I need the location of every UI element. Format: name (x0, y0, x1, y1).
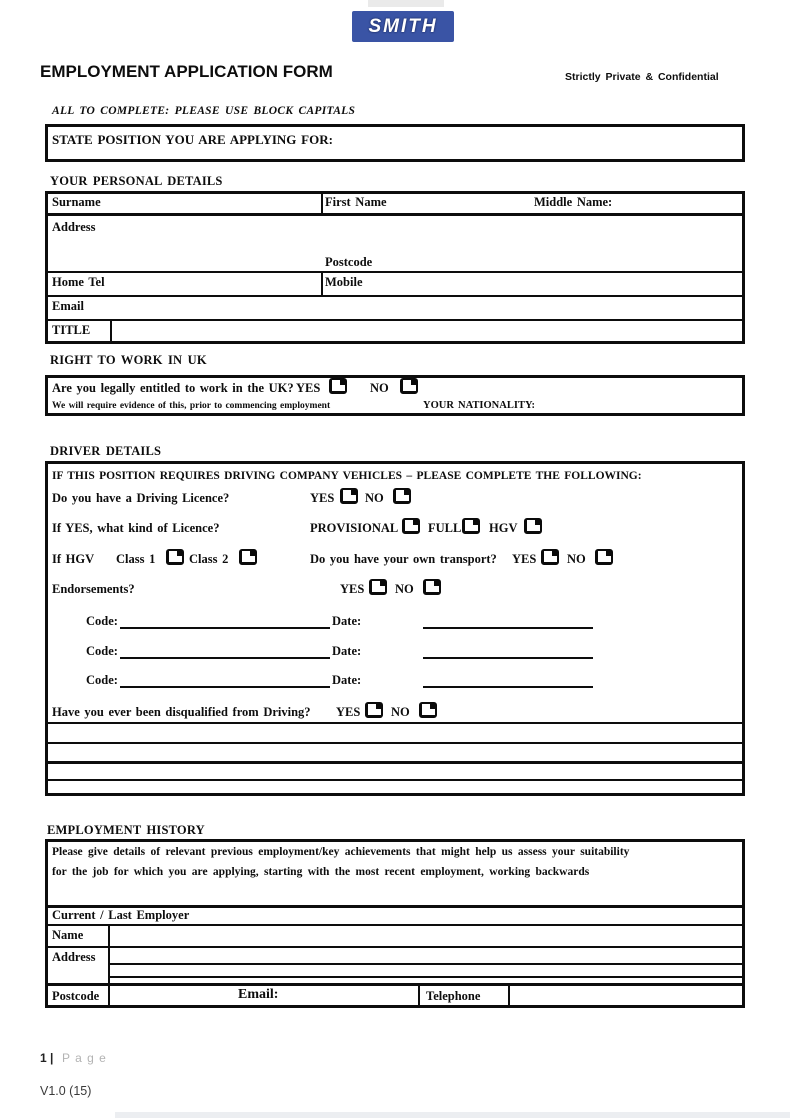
employment-history-box (45, 839, 745, 1008)
right-to-work-box (45, 375, 745, 416)
employer-telephone-label: Telephone (426, 989, 481, 1003)
licence-no-checkbox[interactable] (393, 488, 411, 504)
employment-history-heading: EMPLOYMENT HISTORY (47, 823, 205, 837)
middle-name-label: Middle Name: (534, 195, 613, 209)
code-input-2[interactable] (120, 657, 330, 659)
first-name-label: First Name (325, 195, 387, 209)
employer-address-input-1[interactable] (110, 948, 742, 963)
employer-postcode-label: Postcode (52, 989, 100, 1003)
employment-intro-line1: Please give details of relevant previous employment/key achievements that might help us assess your suitability (52, 846, 630, 858)
date-label-2: Date: (332, 644, 362, 658)
address-label: Address (52, 220, 96, 234)
driver-details-box (45, 461, 745, 796)
mobile-label: Mobile (325, 275, 363, 289)
position-label: STATE POSITION YOU ARE APPLYING FOR: (52, 132, 333, 147)
driver-details-heading: DRIVER DETAILS (50, 444, 162, 458)
class1-checkbox[interactable] (166, 549, 184, 565)
email-label: Email (52, 299, 84, 313)
work-uk-yes-label: YES (296, 381, 321, 395)
driver-intro: IF THIS POSITION REQUIRES DRIVING COMPANY VEHICLES – PLEASE COMPLETE THE FOLLOWING: (52, 470, 642, 482)
endorsements-question: Endorsements? (52, 582, 135, 596)
hgv-label: HGV (489, 521, 518, 535)
provisional-label: PROVISIONAL (310, 521, 399, 535)
employment-intro-line2: for the job for which you are applying, starting with the most recent employment, working backwards (52, 866, 590, 878)
transport-yes-checkbox[interactable] (541, 549, 559, 565)
driver-notes-row-1[interactable] (48, 724, 742, 742)
employer-telephone-input[interactable] (510, 986, 740, 1005)
disqualified-question: Have you ever been disqualified from Driving? (52, 705, 311, 719)
surname-input[interactable] (118, 194, 318, 213)
disqualified-yes-checkbox[interactable] (365, 702, 383, 718)
transport-no-checkbox[interactable] (595, 549, 613, 565)
middle-name-input[interactable] (628, 194, 738, 213)
date-input-2[interactable] (423, 657, 593, 659)
code-label-3: Code: (86, 673, 118, 687)
transport-yes-label: YES (512, 552, 537, 566)
nationality-label: YOUR NATIONALITY: (423, 400, 536, 411)
company-logo-text: SMITH (368, 15, 438, 37)
code-label-2: Code: (86, 644, 118, 658)
employer-email-label: Email: (238, 987, 279, 1002)
hgv-checkbox[interactable] (524, 518, 542, 534)
licence-kind-question: If YES, what kind of Licence? (52, 521, 220, 535)
title-label: TITLE (52, 323, 91, 337)
employer-name-label: Name (52, 928, 84, 942)
class2-label: Class 2 (189, 552, 229, 566)
employer-address-input-2[interactable] (110, 965, 742, 976)
driver-notes-row-4[interactable] (48, 781, 742, 793)
transport-no-label: NO (567, 552, 586, 566)
full-checkbox[interactable] (462, 518, 480, 534)
scan-artifact (368, 0, 444, 7)
disqualified-no-checkbox[interactable] (419, 702, 437, 718)
if-hgv-label: If HGV (52, 552, 95, 566)
date-input-3[interactable] (423, 686, 593, 688)
endorsements-no-label: NO (395, 582, 414, 596)
current-employer-label: Current / Last Employer (52, 908, 190, 922)
date-input-1[interactable] (423, 627, 593, 629)
address-input[interactable] (118, 216, 738, 254)
first-name-input[interactable] (398, 194, 528, 213)
driving-licence-question: Do you have a Driving Licence? (52, 491, 230, 505)
work-uk-no-checkbox[interactable] (400, 378, 418, 394)
email-input[interactable] (98, 297, 738, 317)
footer-page-word: P a g e (62, 1051, 107, 1065)
work-uk-yes-checkbox[interactable] (329, 378, 347, 394)
endorsements-no-checkbox[interactable] (423, 579, 441, 595)
licence-yes-checkbox[interactable] (340, 488, 358, 504)
employer-email-input[interactable] (293, 986, 416, 1005)
employer-postcode-input[interactable] (110, 986, 230, 1005)
disqualified-no-label: NO (391, 705, 410, 719)
endorsements-yes-label: YES (340, 582, 365, 596)
date-label-1: Date: (332, 614, 362, 628)
driver-notes-row-2[interactable] (48, 744, 742, 761)
licence-yes-label: YES (310, 491, 335, 505)
date-label-3: Date: (332, 673, 362, 687)
driver-notes-row-3[interactable] (48, 764, 742, 779)
position-box (45, 124, 745, 162)
employer-address-label: Address (52, 950, 96, 964)
code-input-3[interactable] (120, 686, 330, 688)
nationality-input[interactable] (543, 398, 738, 414)
postcode-label: Postcode (325, 255, 373, 269)
code-input-1[interactable] (120, 627, 330, 629)
own-transport-question: Do you have your own transport? (310, 552, 497, 566)
confidential-label: Strictly Private & Confidential (565, 71, 719, 83)
class1-label: Class 1 (116, 552, 156, 566)
work-uk-question: Are you legally entitled to work in the UK? (52, 381, 294, 395)
personal-details-heading: YOUR PERSONAL DETAILS (50, 174, 223, 188)
endorsements-yes-checkbox[interactable] (369, 579, 387, 595)
bottom-scan-strip (115, 1112, 790, 1118)
footer-version: V1.0 (15) (40, 1084, 92, 1098)
position-input[interactable] (348, 127, 742, 159)
provisional-checkbox[interactable] (402, 518, 420, 534)
home-tel-label: Home Tel (52, 275, 105, 289)
postcode-input[interactable] (398, 254, 738, 270)
page-title: EMPLOYMENT APPLICATION FORM (40, 62, 333, 81)
employer-name-input[interactable] (110, 926, 742, 945)
surname-label: Surname (52, 195, 101, 209)
right-to-work-heading: RIGHT TO WORK IN UK (50, 353, 207, 367)
personal-details-table (45, 191, 745, 344)
evidence-note: We will require evidence of this, prior to commencing employment (52, 401, 331, 411)
licence-no-label: NO (365, 491, 384, 505)
full-label: FULL (428, 521, 462, 535)
class2-checkbox[interactable] (239, 549, 257, 565)
title-input[interactable] (112, 319, 742, 341)
footer-page-number: 1 | (40, 1051, 54, 1065)
work-uk-no-label: NO (370, 381, 389, 395)
company-logo (352, 11, 454, 42)
code-label-1: Code: (86, 614, 118, 628)
mobile-input[interactable] (383, 273, 738, 293)
block-capitals-instruction: ALL TO COMPLETE: PLEASE USE BLOCK CAPITALS (52, 105, 356, 117)
home-tel-input[interactable] (118, 273, 318, 293)
disqualified-yes-label: YES (336, 705, 361, 719)
